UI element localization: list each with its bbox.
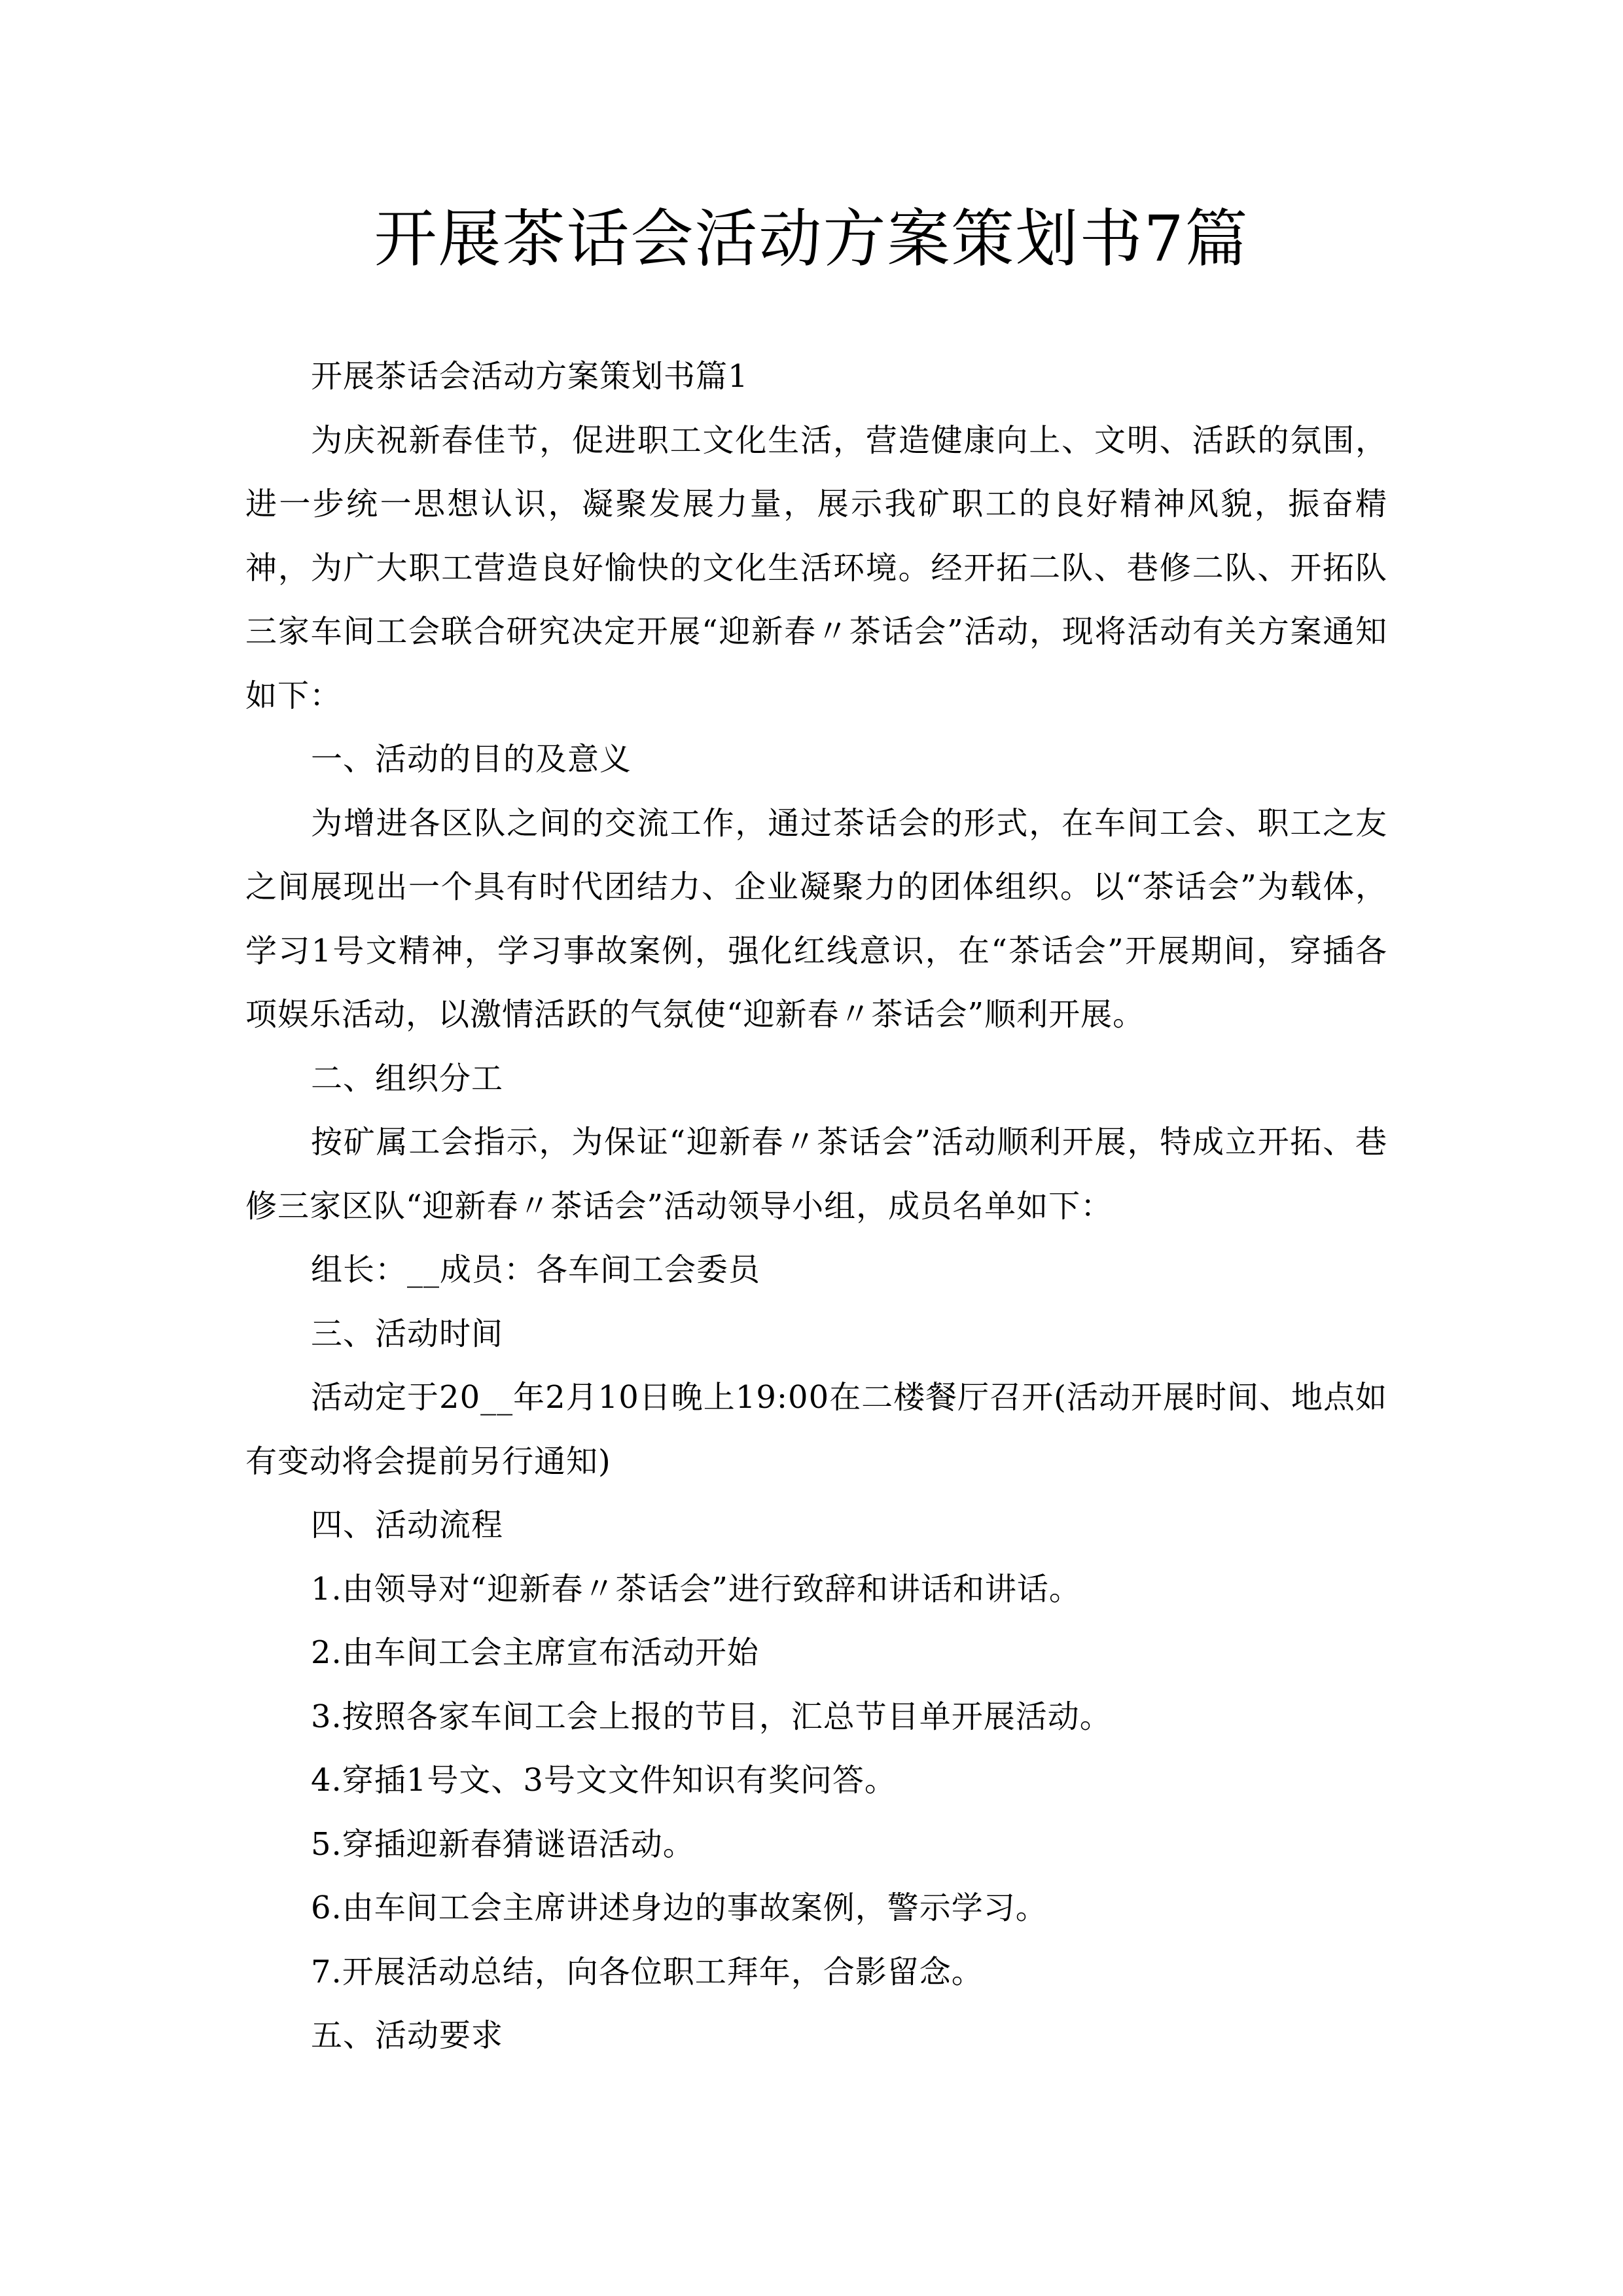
- organization-paragraph: 按矿属工会指示，为保证“迎新春〃茶话会”活动顺利开展，特成立开拓、巷修三家区队“迎新春〃茶话会”活动领导小组，成员名单如下：: [245, 1124, 1387, 1225]
- heading-purpose: 一、活动的目的及意义: [311, 741, 632, 778]
- document-body: [245, 345, 1387, 2068]
- process-step: 7.开展活动总结，向各位职工拜年，合影留念。: [311, 1953, 984, 1990]
- purpose-paragraph: 为增进各区队之间的交流工作，通过茶话会的形式，在车间工会、职工之友之间展现出一个具有时代团结力、企业凝聚力的团体组织。以“茶话会”为载体，学习1号文精神，学习事故案例，强化红线意识，在“茶话会”开展期间，穿插各项娱乐活动，以激情活跃的气氛使“迎新春〃茶话会”顺利开展。: [245, 804, 1387, 1033]
- heading-organization: 二、组织分工: [311, 1060, 504, 1097]
- intro-paragraph: 为庆祝新春佳节，促进职工文化生活，营造健康向上、文明、活跃的氛围，进一步统一思想认识，凝聚发展力量，展示我矿职工的良好精神风貌，振奋精神，为广大职工营造良好愉快的文化生活环境。经开拓二队、巷修二队、开拓队三家车间工会联合研究决定开展“迎新春〃茶话会”活动，现将活动有关方案通知如下：: [245, 422, 1387, 714]
- members-line: 组长：__成员：各车间工会委员: [311, 1251, 761, 1288]
- process-step: 3.按照各家车间工会上报的节目，汇总节目单开展活动。: [311, 1698, 1112, 1735]
- process-step: 1.由领导对“迎新春〃茶话会”进行致辞和讲话和讲话。: [311, 1570, 1081, 1607]
- heading-process: 四、活动流程: [311, 1507, 504, 1543]
- process-step: 4.穿插1号文、3号文文件知识有奖问答。: [311, 1762, 897, 1799]
- document-title: 开展茶话会活动方案策划书7篇: [374, 202, 1249, 276]
- heading-time: 三、活动时间: [311, 1315, 504, 1352]
- process-step: 2.由车间工会主席宣布活动开始: [311, 1634, 759, 1671]
- process-step: 6.由车间工会主席讲述身边的事故案例，警示学习。: [311, 1890, 1048, 1926]
- time-paragraph: 活动定于20__年2月10日晚上19:00在二楼餐厅召开(活动开展时间、地点如有变动将会提前另行通知): [245, 1379, 1387, 1480]
- heading-requirements: 五、活动要求: [311, 2017, 504, 2054]
- section-title: 开展茶话会活动方案策划书篇1: [311, 358, 749, 395]
- process-step: 5.穿插迎新春猜谜语活动。: [311, 1825, 695, 1863]
